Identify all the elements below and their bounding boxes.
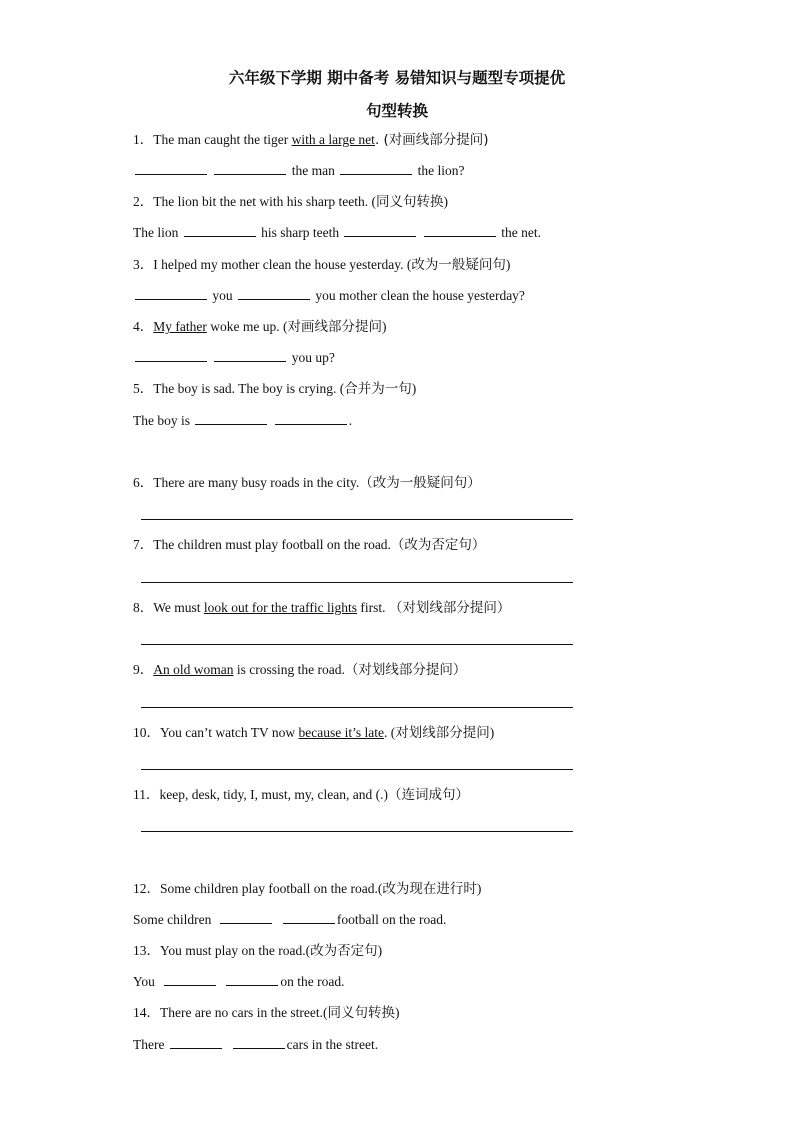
question-2: 2．The lion bit the net with his sharp teeth. (同义句转换) (133, 194, 448, 209)
underlined-phrase: My father (153, 319, 207, 334)
question-4: 4．My father woke me up. (对画线部分提问) (133, 319, 387, 334)
question-7: 7．The children must play football on the road.（改为否定句） (133, 537, 486, 552)
question-6: 6．There are many busy roads in the city.（改为一般疑问句） (133, 475, 481, 490)
blank[interactable] (170, 1036, 222, 1049)
section-title: 句型转换 (365, 102, 428, 120)
answer-line-9[interactable] (141, 707, 573, 708)
answer-12: Some children football on the road. (133, 912, 447, 927)
page-title: 六年级下学期 期中备考 易错知识与题型专项提优 (228, 69, 566, 87)
blank[interactable] (233, 1036, 285, 1049)
answer-line-7[interactable] (141, 582, 573, 583)
question-3: 3．I helped my mother clean the house yesterday. (改为一般疑问句) (133, 257, 511, 272)
blank[interactable] (283, 911, 335, 924)
question-8: 8．We must look out for the traffic lights first. （对划线部分提问） (133, 600, 511, 615)
blank[interactable] (214, 162, 286, 175)
blank[interactable] (275, 412, 347, 425)
blank[interactable] (195, 412, 267, 425)
blank[interactable] (340, 162, 412, 175)
blank[interactable] (226, 973, 278, 986)
answer-line-8[interactable] (141, 644, 573, 645)
question-12: 12．Some children play football on the road.(改为现在进行时) (133, 881, 482, 896)
blank[interactable] (214, 349, 286, 362)
question-14: 14．There are no cars in the street.(同义句转换) (133, 1005, 400, 1020)
answer-4: you up? (133, 349, 335, 367)
answer-line-10[interactable] (141, 769, 573, 770)
blank[interactable] (220, 911, 272, 924)
underlined-phrase: with a large net (291, 132, 375, 147)
blank[interactable] (135, 162, 207, 175)
answer-14: There cars in the street. (133, 1037, 379, 1052)
blank[interactable] (135, 349, 207, 362)
blank[interactable] (164, 973, 216, 986)
answer-line-6[interactable] (141, 519, 573, 520)
question-5: 5．The boy is sad. The boy is crying. (合并为一句) (133, 381, 417, 396)
underlined-phrase: An old woman (153, 662, 234, 677)
question-1: 1．The man caught the tiger with a large net. (对画线部分提问) (133, 132, 489, 148)
question-11: 11．keep, desk, tidy, I, must, my, clean, and (.)（连词成句） (133, 787, 469, 802)
question-13: 13．You must play on the road.(改为否定句) (133, 943, 383, 958)
answer-3: you you mother clean the house yesterday? (133, 287, 525, 305)
blank[interactable] (344, 224, 416, 237)
answer-5: The boy is . (133, 413, 353, 428)
blank[interactable] (424, 224, 496, 237)
answer-2: The lion his sharp teeth the net. (133, 225, 541, 240)
underlined-phrase: because it’s late (298, 725, 384, 740)
blank[interactable] (135, 287, 207, 300)
answer-1: the man the lion? (133, 162, 465, 180)
question-9: 9．An old woman is crossing the road.（对划线部分提问） (133, 662, 467, 677)
blank[interactable] (184, 224, 256, 237)
answer-13: You on the road. (133, 974, 345, 989)
answer-line-11[interactable] (141, 831, 573, 832)
blank[interactable] (238, 287, 310, 300)
underlined-phrase: look out for the traffic lights (203, 600, 358, 615)
question-10: 10．You can’t watch TV now because it’s late. (对划线部分提问) (133, 725, 495, 740)
